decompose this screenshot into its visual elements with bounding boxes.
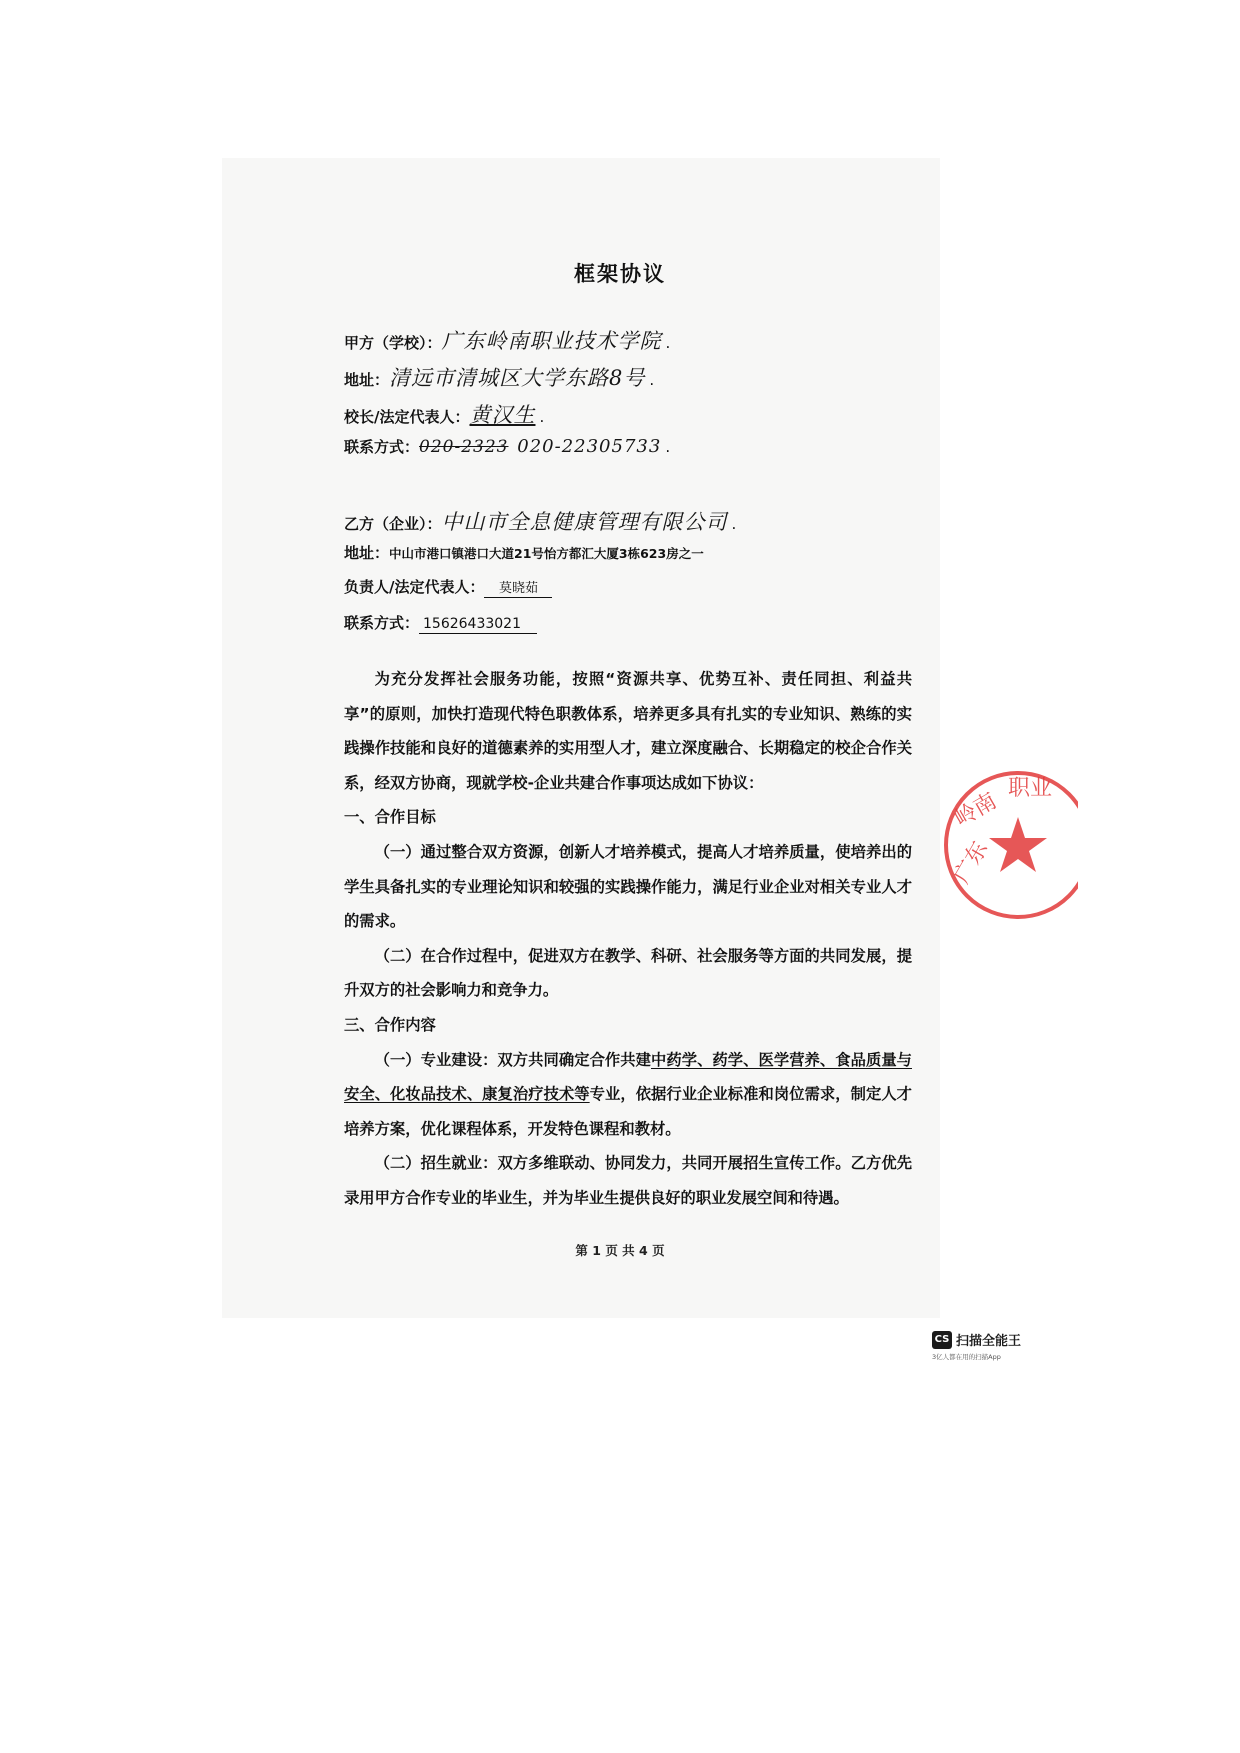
party-b-rep: 莫晓茹 — [484, 577, 552, 598]
party-a-name-line: 甲方（学校）：广东岭南职业技术学院 . — [344, 329, 671, 353]
party-a-rep-label: 校长/法定代表人： — [344, 408, 470, 426]
party-b-name: 中山市全息健康管理有限公司 — [441, 510, 728, 534]
page-number: 第 1 页 共 4 页 — [575, 1243, 665, 1258]
party-b-address-label: 地址： — [344, 544, 390, 562]
scanner-tagline: 3亿人都在用的扫描App — [932, 1353, 1001, 1361]
party-a-address: 清远市清城区大学东路8号 — [389, 366, 646, 390]
intro-paragraph: 为充分发挥社会服务功能，按照“资源共享、优势互补、责任同担、利益共享”的原则，加快打造现代特色职教体系，培养更多具有扎实的专业知识、熟练的实践操作技能和良好的道德素养的实用型人才，建立深度融合、长期稳定的校企合作关系，经双方协商，现就学校-企业共建合作事项达成如下协议： — [344, 670, 912, 792]
party-a-contact-label: 联系方式： — [344, 438, 420, 456]
svg-text:广东: 广东 — [949, 837, 994, 888]
party-a-rep-line: 校长/法定代表人：黄汉生 . — [344, 403, 545, 427]
svg-text:职业: 职业 — [1008, 776, 1053, 801]
party-b-label: 乙方（企业）： — [344, 515, 442, 533]
party-a-contact-struck: 020-2323 — [419, 437, 509, 457]
s3-p1-post: 专业，依据行业企业标准和岗位需求，制定人才培养方案，优化课程体系，开发特色课程和教材。 — [344, 1085, 912, 1138]
party-b-name-line: 乙方（企业）：中山市全息健康管理有限公司 . — [344, 510, 737, 534]
party-a-rep: 黄汉生 — [469, 403, 536, 427]
svg-text:岭南: 岭南 — [950, 788, 1002, 833]
party-a-contact: 020-22305733 — [517, 436, 662, 457]
party-a-contact-line: 联系方式：020-2323 020-22305733 . — [344, 436, 671, 457]
party-b-rep-label: 负责人/法定代表人： — [344, 578, 485, 596]
agreement-body — [344, 662, 912, 1216]
party-a-label: 甲方（学校）： — [344, 334, 442, 352]
party-b-contact: 15626433021 — [419, 616, 537, 634]
party-b-address: 中山市港口镇港口大道21号怡方都汇大厦3栋623房之一 — [389, 546, 704, 561]
document-title: 框架协议 — [574, 262, 666, 286]
party-a-address-line: 地址：清远市清城区大学东路8号 . — [344, 366, 655, 390]
section-1-heading: 一、合作目标 — [344, 808, 436, 827]
scanner-app-name: 扫描全能王 — [956, 1334, 1022, 1349]
party-a-address-label: 地址： — [344, 371, 390, 389]
scanner-logo — [932, 1330, 1021, 1349]
school-seal-stamp — [938, 765, 1078, 925]
section-3-paragraph-1 — [344, 1043, 912, 1147]
s3-p1-majors: 中药学、药学、医学营养、食品质量与安全、化妆品技术、康复治疗技术等 — [344, 1050, 912, 1104]
section-1-paragraph-2: （二）在合作过程中，促进双方在教学、科研、社会服务等方面的共同发展，提升双方的社会影响力和竞争力。 — [344, 946, 912, 1000]
s3-p1-pre: （一）专业建设：双方共同确定合作共建 — [374, 1050, 651, 1069]
seal-graphic — [938, 765, 1078, 925]
party-b-rep-line — [344, 576, 552, 598]
section-3-paragraph-2: （二）招生就业：双方多维联动、协同发力，共同开展招生宣传工作。乙方优先录用甲方合作专业的毕业生，并为毕业生提供良好的职业发展空间和待遇。 — [344, 1154, 912, 1207]
party-b-contact-label: 联系方式： — [344, 614, 420, 632]
cs-logo-icon: CS — [932, 1331, 952, 1349]
section-3-heading: 三、合作内容 — [344, 1015, 436, 1034]
party-b-contact-line — [344, 612, 537, 634]
party-b-address-line — [344, 542, 704, 563]
section-1-paragraph-1: （一）通过整合双方资源，创新人才培养模式，提高人才培养质量，使培养出的学生具备扎实的专业理论知识和较强的实践操作能力，满足行业企业对相关专业人才的需求。 — [344, 842, 912, 931]
party-a-name: 广东岭南职业技术学院 — [441, 329, 662, 353]
